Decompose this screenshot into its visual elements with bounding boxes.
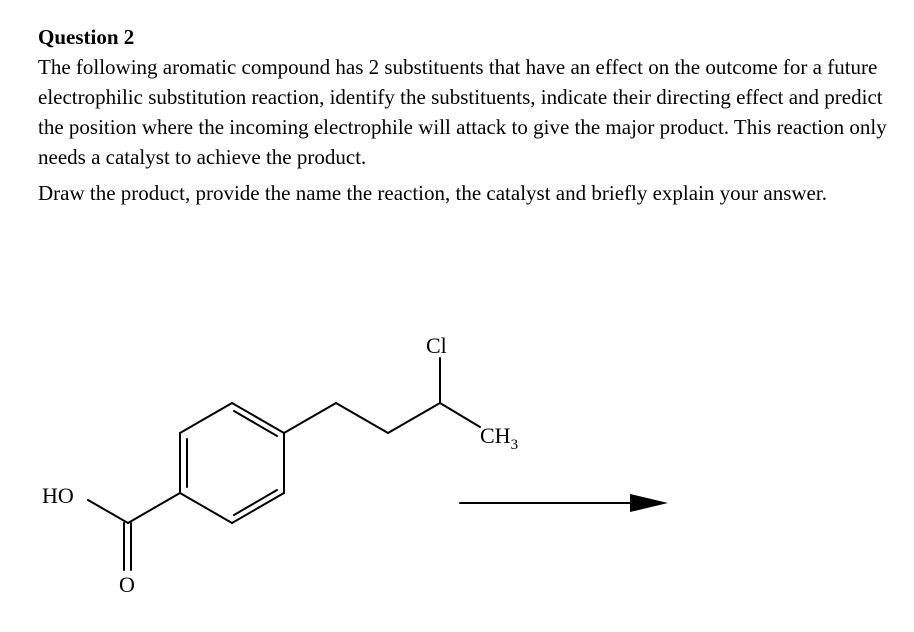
ring-bond-top-left <box>180 403 232 433</box>
chain-bond-2 <box>336 403 388 433</box>
question-title: Question 2 <box>38 25 135 49</box>
question-paragraph-2: Draw the product, provide the name the reaction, the catalyst and briefly explain your answer. <box>38 181 827 205</box>
ring-inner-double-bond-top <box>234 411 277 436</box>
methyl-bond <box>440 403 480 427</box>
chain-bond-3 <box>388 403 440 433</box>
ring-inner-double-bond-bottom <box>234 490 277 515</box>
carboxyl-bond <box>128 493 180 523</box>
methyl-label <box>480 423 518 453</box>
question-paragraph-1: The following aromatic compound has 2 substituents that have an effect on the outcome for a future electrophilic substitution reaction, identify the substituents, indicate their directing effect and predict the position where the incoming electrophile will attack to give the major product. This reaction only needs a catalyst to achieve the product. <box>38 55 887 169</box>
ring-bond-bottom-right <box>232 493 284 523</box>
carbonyl-oxygen-label: O <box>119 572 135 597</box>
methyl-ch-text: CH <box>480 423 511 448</box>
reaction-arrow-head <box>630 494 668 512</box>
hydroxyl-bond <box>88 500 128 523</box>
ring-bond-bottom-left <box>180 493 232 523</box>
ring-bond-top-right <box>232 403 284 433</box>
chain-bond-1 <box>284 403 336 433</box>
hydroxyl-label: HO <box>42 483 74 508</box>
chlorine-label: Cl <box>426 333 447 358</box>
methyl-subscript-text: 3 <box>510 437 519 453</box>
